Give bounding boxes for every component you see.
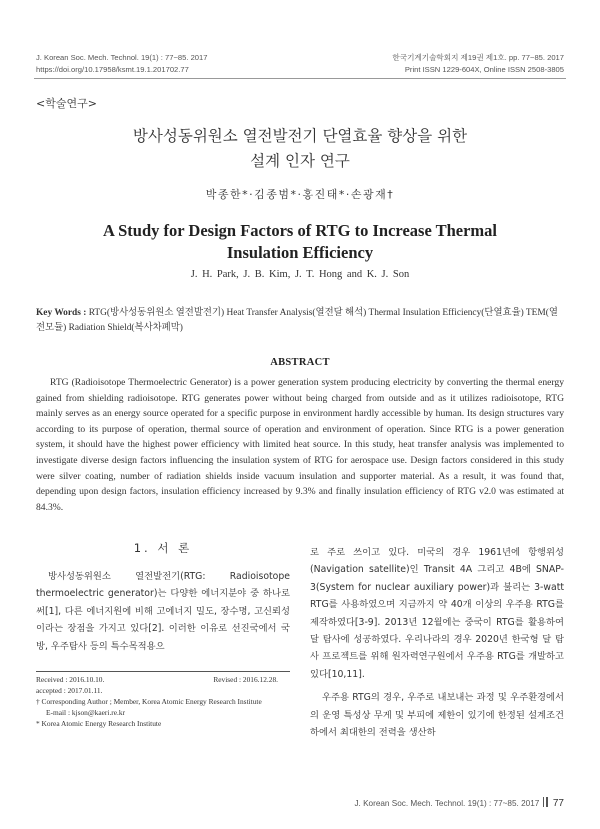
korean-title-line2: 설계 인자 연구 <box>250 152 350 170</box>
english-title <box>0 220 600 264</box>
journal-citation-korean: 한국기계기술학회지 제19권 제1호. pp. 77~85. 2017 <box>392 53 564 62</box>
abstract-heading: ABSTRACT <box>270 357 330 368</box>
keywords-label: Key Words : <box>36 308 87 318</box>
abstract-text: RTG (Radioisotope Thermoelectric Generator) is a power generation system producing electricity by converting the thermal energy gained from shielding radioisotope. RTG generates power without being charged from outside and as it utilizes radioisotope, RTG mainly serves as an energy source operated for a specific purpose in environment hardly accessible by human. Its design structures vary according to its purpose of operation, thermal source of operation and environment of operation. Since RTG is a power generation system, it should have the highest power efficiency with limited heat source. In this study, heat transfer analysis was implemented to investigate diverse design factors influencing the insulation system of RTG for aerospace use. Design factors considered in this study were silver coating, number of radiation shields inside vacuum insulation and supporter material. As a result, it was found that, depending upon design factors, insulation efficiency increased by 9.3% and finally insulation efficiency of RTG v2.0 was estimated at 84.3%. <box>36 377 564 513</box>
article-category: <학술연구> <box>36 97 97 110</box>
accepted-date: accepted : 2017.01.11. <box>36 686 103 695</box>
intro-paragraph-continued: 로 주로 쓰이고 있다. 미국의 경우 1961년에 항행위성(Navigation satellite)인 Transit 4A 그리고 4B에 SNAP-3(System for nuclear auxiliary power)과 불리는 3-watt RTG를 사용하였으며 지금까지 약 40개 이상의 우주용 RTG를 제작하였다[3-9]. 2013년 12월에는 중국이 RTG를 활용하여 달 탐사에 성공하였다. 우리나라의 경우 2020년 한국형 달 탐사 프로젝트를 위해 원자력연구원에서 우주용 RTG를 개발하고 있다[10,11]. <box>310 547 564 680</box>
intro-paragraph: 방사성동위원소 열전발전기(RTG: Radioisotope thermoelectric generator)는 다양한 에너지분야 중 하나로써[1], 다른 에너지원에 비해 고에너지 밀도, 장수명, 고신뢰성이라는 장점을 가지고 있다[2]. 이러한 이유로 선진국에서 국방, 우주탐사 등의 특수목적용으 <box>36 571 290 652</box>
running-header-left <box>36 52 207 76</box>
footer-citation: J. Korean Soc. Mech. Technol. 19(1) : 77~85. 2017 <box>354 799 540 808</box>
footer-separator <box>543 797 545 807</box>
corresponding-author-note: † Corresponding Author ; Member, Korea Atomic Energy Research Institute <box>36 697 262 706</box>
intro-paragraph-2: 우주용 RTG의 경우, 우주로 내보내는 과정 및 우주환경에서의 운영 특성상 무게 및 부피에 제한이 있기에 한정된 설계조건하에서 최대한의 전력을 생산하 <box>310 692 564 739</box>
english-title-line2: Insulation Efficiency <box>226 243 374 262</box>
right-column <box>310 544 564 747</box>
section-heading-introduction: 1. 서 론 <box>133 541 193 555</box>
english-title-line1: A Study for Design Factors of RTG to Increase Thermal <box>102 221 498 240</box>
korean-authors: 박종한*·김종범*·홍진태*·손광재† <box>205 188 395 201</box>
author-affiliation: * Korea Atomic Energy Research Institute <box>36 719 162 728</box>
korean-title-line1: 방사성동위원소 열전발전기 단열효율 향상을 위한 <box>132 127 468 145</box>
running-header-right <box>392 52 564 76</box>
revised-date: Revised : 2016.12.28. <box>213 675 278 684</box>
left-column <box>36 540 290 655</box>
abstract-body <box>36 375 564 515</box>
corresponding-email[interactable]: E-mail : kjson@kaeri.re.kr <box>46 708 126 717</box>
received-date: Received : 2016.10.10. <box>36 675 105 684</box>
footer-separator-2 <box>546 797 548 807</box>
header-divider <box>34 78 566 79</box>
page-number: 77 <box>552 798 564 809</box>
journal-citation: J. Korean Soc. Mech. Technol. 19(1) : 77~85. 2017 <box>36 53 208 62</box>
running-footer <box>354 797 564 809</box>
english-authors: J. H. Park, J. B. Kim, J. T. Hong and K. J. Son <box>190 269 410 280</box>
korean-title <box>0 124 600 174</box>
footnotes-block <box>36 674 290 729</box>
issn-line: Print ISSN 1229-604X, Online ISSN 2508-3805 <box>404 65 564 74</box>
keywords-block <box>36 306 564 336</box>
footnote-divider <box>36 671 290 672</box>
received-revised-row <box>36 674 290 685</box>
doi-link[interactable]: https://doi.org/10.17958/ksmt.19.1.201702.77 <box>36 65 189 74</box>
keywords-text: RTG(방사성동위원소 열전발전기) Heat Transfer Analysis(열전달 해석) Thermal Insulation Efficiency(단열효율) TEM(열전모듈) Radiation Shield(복사차폐막) <box>36 308 558 333</box>
